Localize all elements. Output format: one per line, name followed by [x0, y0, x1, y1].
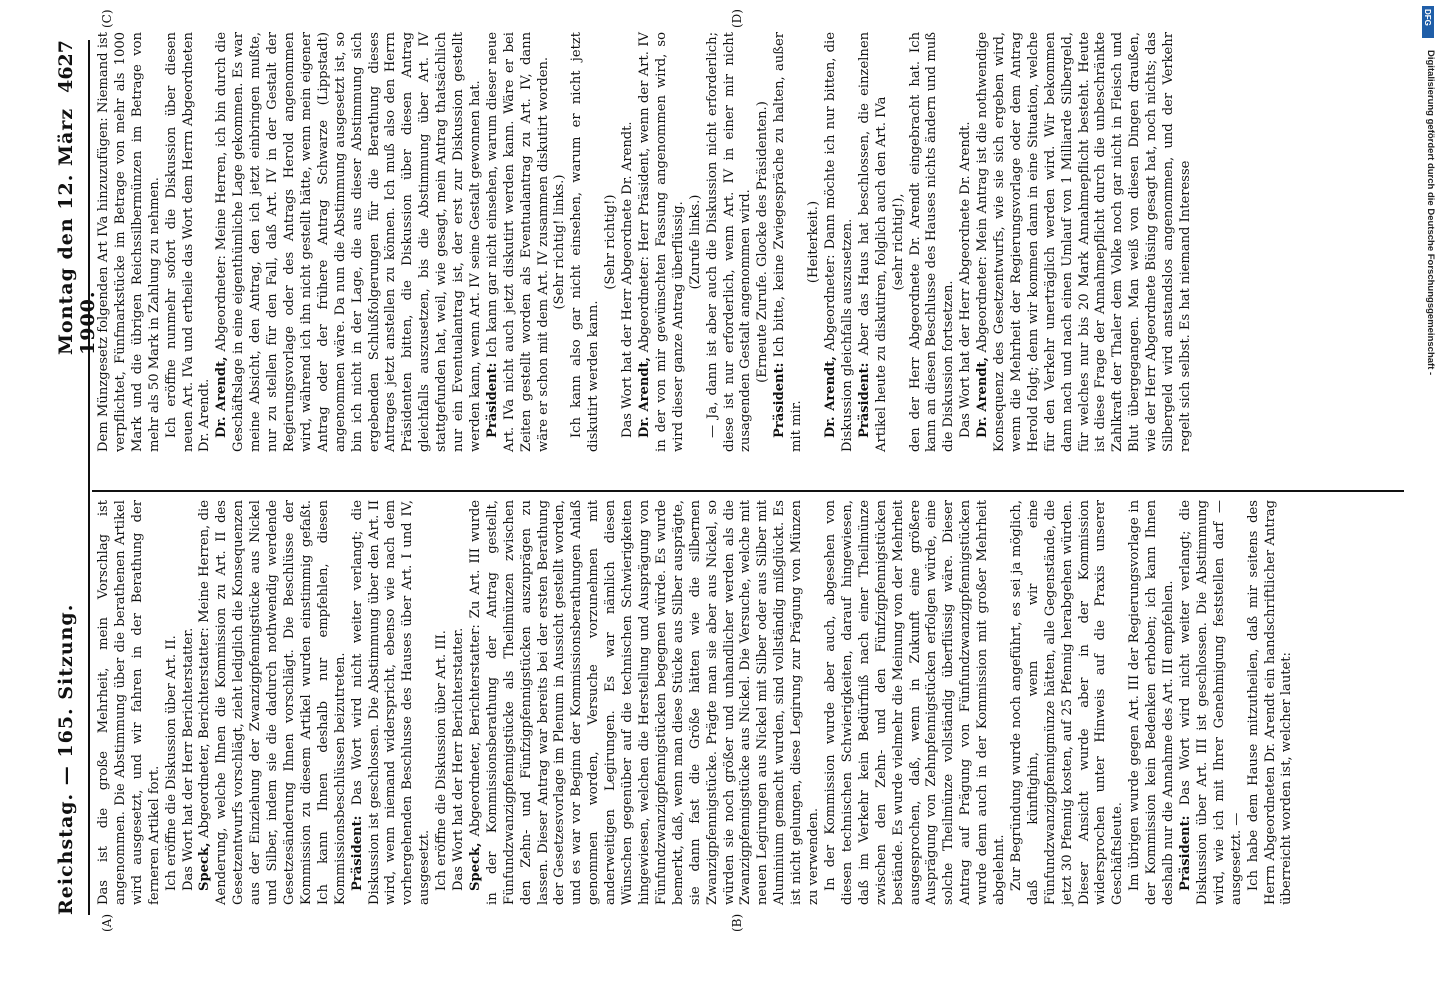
paragraph-text: den der Herr Abgeordnete Dr. Arendt eingebracht hat. Ich kann an diesen Beschlusse des Hauses nichts ändern und muß die Diskussion fortsetzen.: [907, 32, 957, 452]
left-text-column: [96, 500, 1296, 905]
paragraph-text: Das ist die große Mehrheit, mein Vorschlag ist angenommen. Die Abstimmung über die berathenen Artikel wird ausgesetzt, und wir fahren in der Berathung der ferneren Artikel fort.: [96, 500, 162, 905]
margin-marker-d: (D): [730, 9, 744, 28]
paragraph: [755, 32, 772, 452]
paragraph-text: Ich bitte, keine Zwiegespräche zu halten, außer mit mir.: [772, 32, 805, 452]
paragraph-text: (Sehr richtig! links.): [552, 174, 568, 310]
paragraph: [552, 32, 569, 452]
paragraph: [823, 500, 1009, 905]
paragraph-text: Ich eröffne die Diskussion über Art. III.: [434, 630, 450, 891]
header-rule: [88, 40, 90, 915]
paragraph-text: — Ja, dann ist aber auch die Diskussion nicht erforderlich; diese ist nur erforderlich, wenn Art. IV in einer mir nicht zusagenden Gestalt angenommen wird.: [704, 32, 754, 452]
header-date: Montag den 12. März 1900.: [55, 107, 99, 355]
paragraph-text: (Erneute Zurufe. Glocke des Präsidenten.): [755, 101, 771, 383]
paragraph-text: Abgeordneter: Dann möchte ich nur bitten, die Diskussion gleichfalls auszusetzen.: [822, 32, 855, 452]
paragraph: [468, 500, 823, 905]
column-divider: [92, 490, 1404, 492]
paragraph-text: Abgeordneter: Herr Präsident, wenn der Art. IV in der von mir gewünschten Fassung angenommen wird, so wird dieser ganze Antrag überflüssig.: [637, 32, 686, 452]
speaker-name: Präsident:: [349, 815, 365, 891]
paragraph-text: Ich kann also gar nicht einsehen, warum er nicht jetzt diskutirt werden kann.: [569, 32, 602, 452]
paragraph: [1009, 500, 1127, 905]
paragraph-text: Ich eröffne nunmehr sofort die Diskussion über diesen neuen Art. IVa und ertheile das Wort dem Herrn Abgeordneten Dr. Arendt.: [163, 32, 213, 452]
paragraph-text: Abgeordneter, Berichterstatter: Zu Art. III wurde in der Kommissionsberathung der Antrag gestellt, Fünfundzwanzigpfennigstücke als Theilmünzen zwischen den Zehn- und Fünfzigpfennigstücken auszuprägen zu lassen. Dieser Antrag war bereits bei der ersten Berathung der Gesetzesvorlage im Plenum in Aussicht gestellt worden, und es war vor Beginn der Kommissionsberathungen Anlaß genommen worden, Versuche vorzunehmen mit anderweitigen Legirungen. Es war nämlich diesen Wünschen gegenüber auf die technischen Schwierigkeiten hingewiesen, welchen die Herstellung und Ausprägung von Fünfundzwanzigpfennigstücken begegnen würde. Es wurde bemerkt, daß, wenn man diese Stücke aus Silber ausprägte, sie dann fast die Größe hätten wie die silbernen Zwanzigpfennigstücke. Prägte man sie aber aus Nickel, so würden sie noch größer und unhandlicher werden als die Zwanzigpfennigstücke aus Nickel. Die Versuche, welche mit neuen Legirungen aus Nickel mit Silber oder aus Silber mit Aluminium gemacht wurden, sind vollständig mißglückt. Es ist nicht gelungen, diese Legirung zur Prägung von Münzen zu verwenden.: [467, 500, 822, 905]
paragraph: [772, 32, 806, 452]
dfg-logo-text: DFG: [1423, 9, 1432, 26]
paragraph-text: Das Wort hat der Herr Berichterstatter.: [180, 627, 196, 891]
speaker-name: Speck,: [197, 842, 213, 891]
page-number: 4627: [55, 40, 77, 93]
paragraph: [485, 32, 553, 452]
right-text-column: [96, 32, 1195, 452]
margin-marker-c: (C): [100, 9, 114, 28]
page-header: [55, 40, 99, 915]
paragraph-text: Ich habe dem Hause mitzutheilen, daß mir seitens des Herrn Abgeordneten Dr. Arendt ein handschriftlicher Antrag überreicht worden ist, welcher lautet:: [1245, 500, 1295, 905]
paragraph-text: (Heiterkeit.): [806, 200, 822, 284]
speaker-name: Präsident:: [856, 362, 872, 438]
paragraph: [434, 500, 451, 905]
paragraph: [164, 32, 215, 452]
paragraph-text: Das Wort wird nicht weiter verlangt; die Diskussion ist geschlossen. Die Abstimmung über den Art. II wird, wenn niemand widerspricht, ebenso wie nach dem vorhergehenden Beschlusse des Hauses über Art. I und IV, ausgesetzt.: [349, 500, 433, 905]
paragraph-text: Abgeordneter, Berichterstatter: Meine Herren, die Aenderung, welche Ihnen die Kommission zu Art. II des Gesetzentwurfs vorschlägt, zieht lediglich die Konsequenzen aus der Einziehung der Zwanzigpfennigstücke aus Nickel und Silber, indem sie die dadurch nothwendig werdende Gesetzesänderung Ihnen vorschlägt. Die Beschlüsse der Kommission zu diesem Artikel wurden einstimmig gefaßt. Ich kann Ihnen deshalb nur empfehlen, diesen Kommissionsbeschlüssen beizutreten.: [197, 500, 348, 905]
speaker-name: Dr. Arendt,: [637, 356, 652, 438]
paragraph-text: (Zurufe links.): [687, 194, 703, 290]
paragraph-text: Abgeordneter: Meine Herren, ich bin durch die Geschäftslage in eine eigenthümliche Lage gekommen. Es war meine Absicht, den Antrag, den ich jetzt einbringen mußte, nur zu stellen für den Fall, daß Art. IV in der Gestalt der Regierungsvorlage oder des Antrags Herold angenommen wird, während ich ihn nicht gestellt hätte, wenn mein eigener Antrag oder der frühere Antrag Schwarze (Lippstadt) angenommen wäre. Da nun die Abstimmung ausgesetzt ist, so bin ich nicht in der Lage, die aus dieser Abstimmung sich ergebenden Schlußfolgerungen für die Berathung dieses Antrages jetzt anstellen zu können. Ich muß also den Herrn Präsidenten bitten, die Diskussion über diesen Antrag gleichfalls auszusetzen, bis die Abstimmung über Art. IV stattgefunden hat, weil, wie gesagt, mein Antrag thatsächlich nur ein Eventualantrag ist, der erst zur Diskussion gestellt werden kann, wenn Art. IV seine Gestalt gewonnen hat.: [214, 32, 483, 452]
paragraph-text: Im übrigen wurde gegen Art. III der Regierungsvorlage in der Kommission kein Bedenken erhoben; ich kann Ihnen deshalb nur die Annahme des Art. III empfehlen.: [1127, 500, 1177, 905]
paragraph-text: (sehr richtig!),: [890, 193, 906, 291]
paragraph: [603, 32, 620, 452]
paragraph-text: Das Wort hat der Herr Abgeordnete Dr. Arendt.: [620, 121, 636, 438]
paragraph: [958, 32, 975, 452]
paragraph-text: Das Wort wird nicht weiter verlangt; die Diskussion über Art. III ist geschlossen. Die Abstimmung wird, wie ich mit Ihrer Genehmigung feststellen darf — ausgesetzt. —: [1178, 500, 1244, 905]
margin-marker-b: (B): [730, 913, 744, 932]
paragraph: [908, 32, 959, 452]
speaker-name: Präsident:: [1178, 815, 1193, 891]
paragraph: [975, 32, 1195, 452]
paragraph: [705, 32, 756, 452]
paragraph-text: Abgeordneter: Mein Antrag ist die nothwendige Konsequenz des Gesetzentwurfs, wie sie sich ergeben wird, wenn die Mehrheit der Regierungsvorlage oder dem Antrag Herold folgt; denn wir kommen dann in eine Situation, welche für den Verkehr unerträglich werden wird. Wir bekommen dann nach und nach einen Umlauf von 1 Milliarde Silbergeld, für welches nur bis 20 Mark Annahmepflicht besteht. Heute ist diese Frage der Annahmepflicht durch die unbeschränkte Zahlkraft der Thaler dem Volke noch gar nicht in Fleisch und Blut übergegangen. Man weiß von diesen Dingen draußen, wie der Herr Abgeordnete Büsing gesagt hat, noch nichts; das Silbergeld wird anstandslos angenommen, und der Verkehr regelt sich selbst. Es hat niemand Interesse: [975, 32, 1193, 452]
paragraph: [891, 32, 908, 452]
paragraph: [197, 500, 349, 905]
paragraph-text: Das Wort hat der Herr Abgeordnete Dr. Arendt.: [958, 121, 974, 438]
paragraph-text: Ich kann gar nicht einsehen, warum dieser neue Art. IVa nicht auch jetzt diskutirt werden kann. Wäre er bei Zeiten gestellt worden als Eventualantrag zu Art. IV, dann wäre er schon mit dem Art. IV zusammen diskutirt worden.: [484, 32, 551, 452]
paragraph: [637, 32, 688, 452]
paragraph: [806, 32, 823, 452]
speaker-name: Präsident:: [772, 362, 788, 438]
margin-marker-a: (A): [100, 913, 114, 932]
paragraph: [823, 32, 857, 452]
paragraph-text: Ich eröffne die Diskussion über Art. II.: [163, 635, 179, 891]
paragraph: [1246, 500, 1297, 905]
paragraph: [451, 500, 468, 905]
speaker-name: Präsident:: [484, 362, 500, 438]
paragraph: [96, 500, 164, 905]
paragraph: [1127, 500, 1178, 905]
speaker-name: Dr. Arendt,: [214, 356, 230, 438]
paragraph: [688, 32, 705, 452]
paragraph: [1178, 500, 1246, 905]
paragraph: [350, 500, 435, 905]
paragraph: [620, 32, 637, 452]
paragraph-text: Zur Begründung wurde noch angeführt, es sei ja möglich, daß künftighin, wenn wir eine Fünfundzwanzigpfennigmünze hätten, alle Gegenstände, die jetzt 30 Pfennig kosten, auf 25 Pfennig herabgehen würden. Dieser Ansicht wurde aber in der Kommission widersprochen unter Hinweis auf die Praxis unserer Geschäftsleute.: [1008, 500, 1126, 905]
paragraph: [181, 500, 198, 905]
paragraph-text: Aber das Haus hat beschlossen, die einzelnen Artikel heute zu diskutiren, folglich auch den Art. IVa: [856, 32, 889, 452]
paragraph: [569, 32, 603, 452]
paragraph-text: Das Wort hat der Herr Berichterstatter.: [451, 627, 467, 891]
speaker-name: Speck,: [467, 842, 483, 891]
digitization-note: [1425, 8, 1437, 993]
paragraph: [857, 32, 891, 452]
speaker-name: Dr. Arendt,: [822, 356, 838, 438]
paragraph-text: In der Kommission wurde aber auch, abgesehen von diesen technischen Schwierigkeiten, darauf hingewiesen, daß im Verkehr kein Bedürfniß nach einer Theilmünze zwischen den Zehn- und den Fünfzigpfennigstücken bestände. Es wurde vielmehr die Meinung von der Mehrheit ausgesprochen, daß, wenn in Zukunft eine größere Ausprägung von Zehnpfennigstücken erfolgen würde, eine solche Theilmünze vollständig überflüssig wäre. Dieser Antrag auf Prägung von Fünfundzwanzigpfennigstücken wurde denn auch in der Kommission mit großer Mehrheit abgelehnt.: [822, 500, 1008, 905]
paragraph: [164, 500, 181, 905]
paragraph-text: (Sehr richtig!): [603, 194, 619, 290]
header-session: Reichstag. — 165. Sitzung.: [55, 603, 77, 915]
paragraph-text: Dem Münzgesetz folgenden Art IVa hinzuzufügen: Niemand ist verpflichtet, Fünfmarkstücke im Betrage von mehr als 1000 Mark und die übrigen Reichssilbermünzen im Betrage von mehr als 50 Mark in Zahlung zu nehmen.: [96, 32, 162, 452]
paragraph: [214, 32, 485, 452]
speaker-name: Dr. Arendt,: [975, 356, 991, 438]
paragraph: [96, 32, 164, 452]
digitization-note-text: Digitalisierung gefördert durch die Deutsche Forschungsgemeinschaft -: [1425, 50, 1436, 376]
